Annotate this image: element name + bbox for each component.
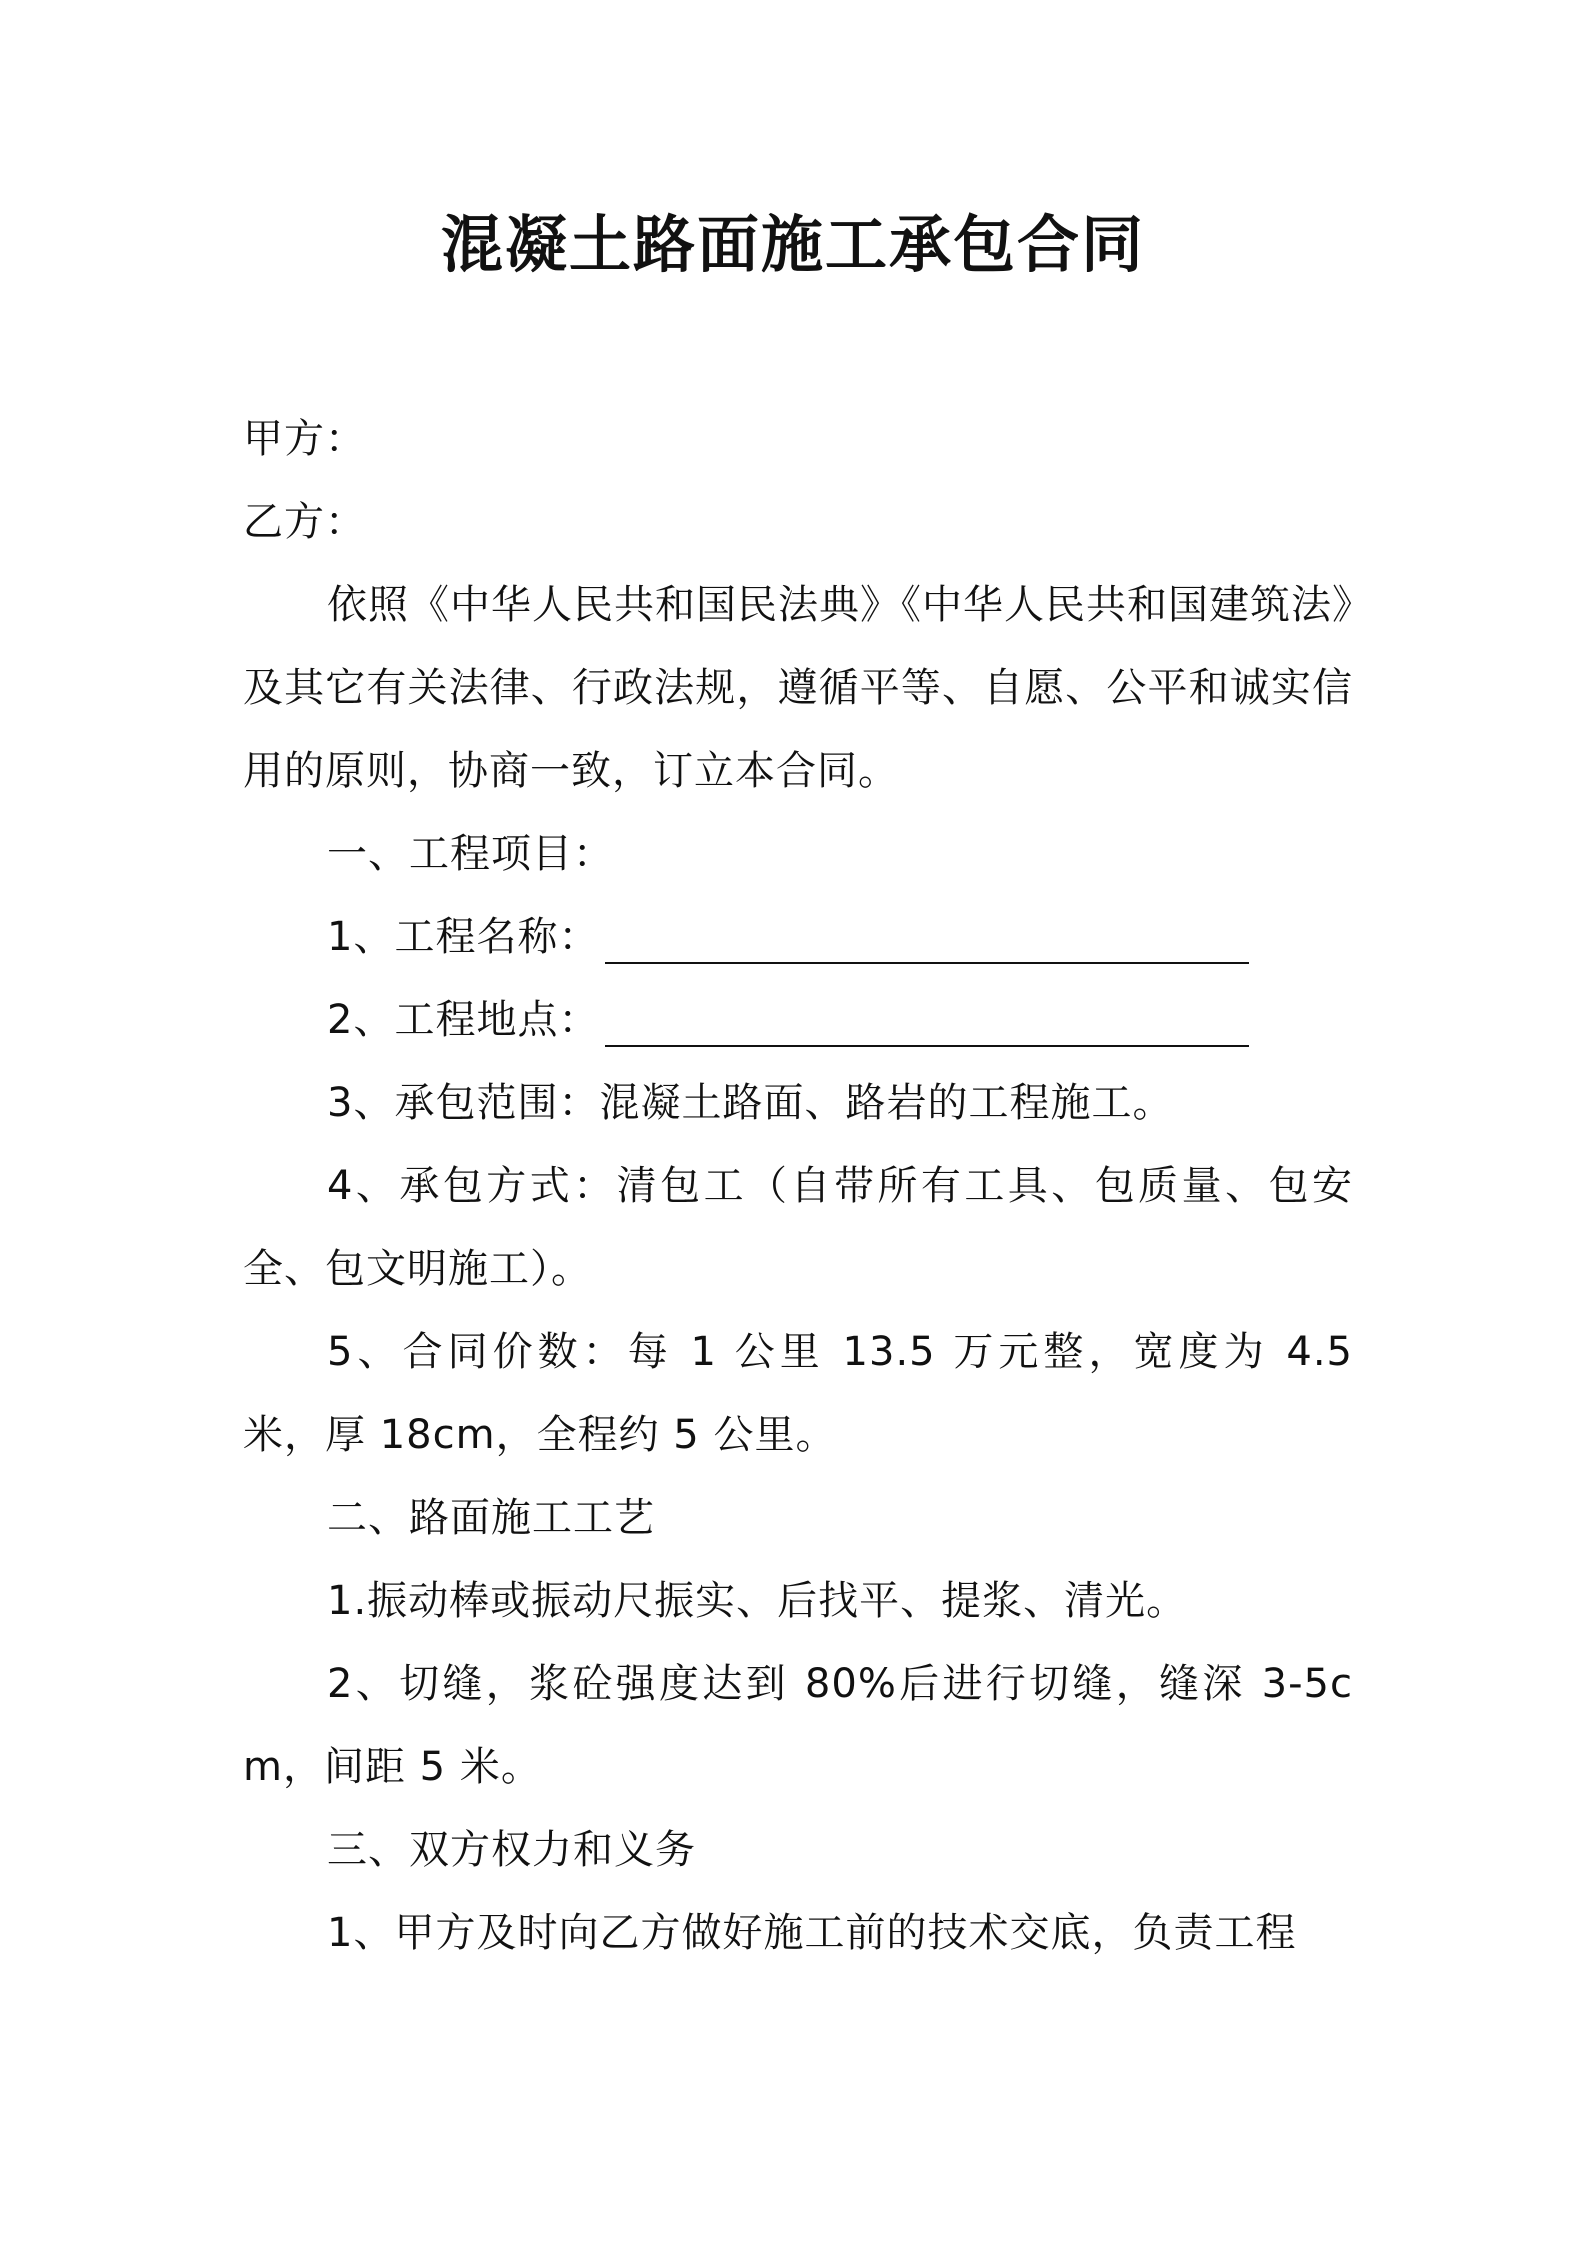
project-location-label: 2、工程地点： [327, 997, 600, 1043]
party-b-line: 乙方： [243, 499, 366, 545]
project-name-blank[interactable] [605, 912, 1249, 964]
document-body [243, 398, 1353, 1975]
preamble-paragraph: 依照《中华人民共和国民法典》《中华人民共和国建筑法》及其它有关法律、行政法规，遵循平等、自愿、公平和诚实信用的原则，协商一致，订立本合同。 [243, 582, 1353, 794]
process-item-1: 1.振动棒或振动尺振实、后找平、提浆、清光。 [327, 1578, 1188, 1624]
section-1-heading: 一、工程项目： [327, 831, 614, 877]
process-item-2: 2、切缝，浆砼强度达到 80%后进行切缝，缝深 3-5cm，间距 5 米。 [243, 1661, 1353, 1790]
project-name-row [243, 896, 1353, 979]
contract-scope: 3、承包范围：混凝土路面、路岩的工程施工。 [327, 1080, 1174, 1126]
contract-method: 4、承包方式：清包工（自带所有工具、包质量、包安全、包文明施工）。 [243, 1163, 1353, 1292]
contract-price: 5、合同价数：每 1 公里 13.5 万元整，宽度为 4.5 米，厚 18cm，全程约 5 公里。 [243, 1329, 1353, 1458]
party-a-line: 甲方： [243, 416, 366, 462]
section-3-heading: 三、双方权力和义务 [327, 1827, 696, 1873]
document-title: 混凝土路面施工承包合同 [440, 208, 1145, 281]
project-name-label: 1、工程名称： [327, 914, 600, 960]
section-2-heading: 二、路面施工工艺 [327, 1495, 655, 1541]
obligation-item-1: 1、甲方及时向乙方做好施工前的技术交底，负责工程 [327, 1910, 1297, 1956]
project-location-row [243, 979, 1353, 1062]
project-location-blank[interactable] [605, 995, 1249, 1047]
